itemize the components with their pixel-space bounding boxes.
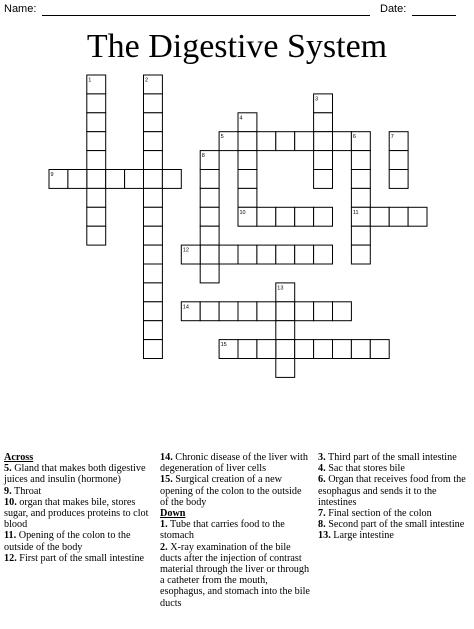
grid-cell[interactable] [162,170,181,189]
grid-cell[interactable] [144,188,163,207]
grid-cell[interactable] [257,302,276,321]
grid-cell[interactable] [238,245,257,264]
grid-clue-number: 7 [390,134,394,141]
grid-cell[interactable] [144,321,163,340]
clue-number: 4. [318,463,326,475]
page-title: The Digestive System [86,28,388,65]
grid-cell[interactable] [181,245,200,264]
grid-cell[interactable] [276,245,295,264]
clue-number: 2. [160,541,168,553]
grid-cell[interactable] [351,207,370,226]
clue-down-6 [318,474,472,508]
grid-cell[interactable] [219,340,238,359]
grid-cell[interactable] [200,151,219,170]
grid-cell[interactable] [144,113,163,132]
clue-number: 14. [160,452,173,463]
name-field[interactable] [42,15,370,16]
clue-text: Gland that makes both digestive juices and insulin (hormone) [4,463,146,486]
clues-column-1 [4,452,152,564]
clue-number: 15. [160,474,173,486]
grid-cell[interactable] [200,264,219,283]
grid-cell[interactable] [351,340,370,359]
grid-cell[interactable] [351,170,370,189]
across-heading: Across [4,452,34,463]
grid-clue-number: 4 [239,115,243,122]
grid-cell[interactable] [87,94,106,113]
down-heading: Down [160,508,186,520]
date-field[interactable] [412,15,456,16]
grid-cell[interactable] [276,132,295,151]
clue-text: X-ray examination of the bile ducts after the injection of contrast material through the liver or through a catheter from the mouth, esophagus, and stomach into the bile ducts [160,541,310,609]
grid-clue-number: 14 [182,304,189,311]
grid-cell[interactable] [295,207,314,226]
grid-cell[interactable] [200,302,219,321]
clues-column-2 [160,452,312,609]
grid-cell[interactable] [314,207,333,226]
grid-cell[interactable] [238,132,257,151]
grid-cell[interactable] [238,170,257,189]
grid-cell[interactable] [389,207,408,226]
clue-number: 1. [160,519,168,531]
grid-cell[interactable] [333,132,352,151]
grid-cell[interactable] [144,151,163,170]
clue-across-10 [4,497,152,531]
clue-number: 10. [4,496,17,508]
name-label: Name: [4,3,37,15]
clue-text: Second part of the small intestine [328,519,465,531]
grid-clue-number: 8 [201,153,205,160]
clue-across-11 [4,530,152,552]
grid-cell[interactable] [276,359,295,378]
clue-text: Chronic disease of the liver with degeneration of liver cells [160,452,308,475]
clue-down-13 [318,530,472,541]
grid-cell[interactable] [257,132,276,151]
clue-text: Tube that carries food to the stomach [160,519,285,542]
grid-cell[interactable] [87,132,106,151]
clue-number: 11. [4,530,17,542]
grid-clue-number: 6 [352,134,356,141]
clue-down-7 [318,508,472,519]
clue-text: Opening of the colon to the outside of the body [4,530,131,553]
grid-cell[interactable] [144,207,163,226]
grid-cell[interactable] [87,226,106,245]
grid-clue-number: 12 [182,247,189,254]
clue-text: Throat [14,485,42,497]
grid-cell[interactable] [219,132,238,151]
grid-cell[interactable] [49,170,68,189]
grid-cell[interactable] [87,75,106,94]
grid-cell[interactable] [200,188,219,207]
clue-down-3 [318,452,472,463]
grid-cell[interactable] [238,151,257,170]
grid-cell[interactable] [314,132,333,151]
grid-cell[interactable] [87,170,106,189]
grid-cell[interactable] [351,226,370,245]
grid-cell[interactable] [314,151,333,170]
grid-cell[interactable] [238,302,257,321]
grid-cell[interactable] [351,245,370,264]
grid-cell[interactable] [219,245,238,264]
grid-cell[interactable] [200,170,219,189]
clue-across-12 [4,553,152,564]
grid-clue-number: 15 [220,342,227,349]
clues-column-3 [318,452,472,542]
grid-cell[interactable] [276,302,295,321]
grid-clue-number: 3 [315,96,319,103]
clue-number: 12. [4,552,17,564]
clue-text: Large intestine [333,530,394,542]
grid-cell[interactable] [200,226,219,245]
clue-down-4 [318,463,472,474]
grid-cell[interactable] [238,340,257,359]
clue-text: organ that makes bile, stores sugar, and produces proteins to clot blood [4,496,149,531]
clue-across-5 [4,463,152,485]
grid-cell[interactable] [257,245,276,264]
grid-cell[interactable] [200,245,219,264]
grid-cell[interactable] [144,245,163,264]
grid-cell[interactable] [125,170,144,189]
grid-cell[interactable] [389,170,408,189]
grid-cell[interactable] [408,207,427,226]
grid-cell[interactable] [238,188,257,207]
clue-across-9 [4,486,152,497]
grid-cell[interactable] [87,188,106,207]
grid-cell[interactable] [87,113,106,132]
grid-cell[interactable] [106,170,125,189]
grid-clue-number: 5 [220,134,224,141]
clue-across-15 [160,474,312,508]
grid-cell[interactable] [238,207,257,226]
grid-cell[interactable] [295,340,314,359]
clue-number: 3. [318,452,326,463]
clue-down-1 [160,519,312,541]
grid-cell[interactable] [314,302,333,321]
grid-cell[interactable] [370,340,389,359]
grid-cell[interactable] [144,340,163,359]
clue-text: First part of the small intestine [19,552,145,564]
grid-cell[interactable] [295,302,314,321]
grid-cell[interactable] [257,207,276,226]
grid-cell[interactable] [314,245,333,264]
grid-clue-number: 13 [277,285,284,292]
clue-number: 7. [318,508,326,520]
clue-across-14 [160,452,312,474]
grid-cell[interactable] [333,302,352,321]
grid-cell[interactable] [389,151,408,170]
grid-cell[interactable] [144,283,163,302]
grid-clue-number: 10 [239,209,246,216]
grid-clue-number: 9 [50,172,54,178]
grid-cell[interactable] [238,113,257,132]
grid-clue-number: 2 [145,77,149,84]
grid-cell[interactable] [144,226,163,245]
grid-cell[interactable] [351,151,370,170]
grid-cell[interactable] [370,207,389,226]
grid-cell[interactable] [276,340,295,359]
grid-clue-number: 1 [88,77,92,84]
clue-number: 13. [318,530,331,542]
grid-cell[interactable] [181,302,200,321]
grid-cell[interactable] [295,132,314,151]
grid-cell[interactable] [314,94,333,113]
grid-cell[interactable] [314,340,333,359]
clue-number: 5. [4,463,12,475]
grid-cell[interactable] [257,340,276,359]
grid-cell[interactable] [314,170,333,189]
grid-cell[interactable] [219,302,238,321]
grid-cell[interactable] [68,170,87,189]
clue-text: Organ that receives food from the esophagus and sends it to the intestines [318,474,466,508]
grid-cell[interactable] [144,302,163,321]
clue-down-8 [318,519,472,530]
clue-text: Surgical creation of a new opening of the colon to the outside of the body [160,474,302,508]
grid-cell[interactable] [87,207,106,226]
grid-cell[interactable] [351,188,370,207]
grid-cell[interactable] [144,170,163,189]
grid-cell[interactable] [144,94,163,113]
clue-number: 8. [318,519,326,531]
clue-number: 9. [4,485,12,497]
worksheet-header [4,2,470,18]
grid-cell[interactable] [144,264,163,283]
clue-number: 6. [318,474,326,486]
grid-cell[interactable] [351,132,370,151]
grid-cell[interactable] [276,321,295,340]
grid-clue-number: 11 [352,209,359,216]
grid-cell[interactable] [389,132,408,151]
clue-text: Third part of the small intestine [328,452,457,463]
grid-cell[interactable] [295,245,314,264]
grid-cell[interactable] [333,340,352,359]
clue-text: Final section of the colon [328,508,432,520]
grid-cell[interactable] [200,207,219,226]
date-label: Date: [380,3,407,15]
clue-text: Sac that stores bile [328,463,405,475]
clue-down-2 [160,542,312,609]
grid-cell[interactable] [276,207,295,226]
grid-cell[interactable] [144,132,163,151]
grid-cell[interactable] [87,151,106,170]
grid-cell[interactable] [314,113,333,132]
grid-cell[interactable] [276,283,295,302]
grid-cell[interactable] [144,75,163,94]
